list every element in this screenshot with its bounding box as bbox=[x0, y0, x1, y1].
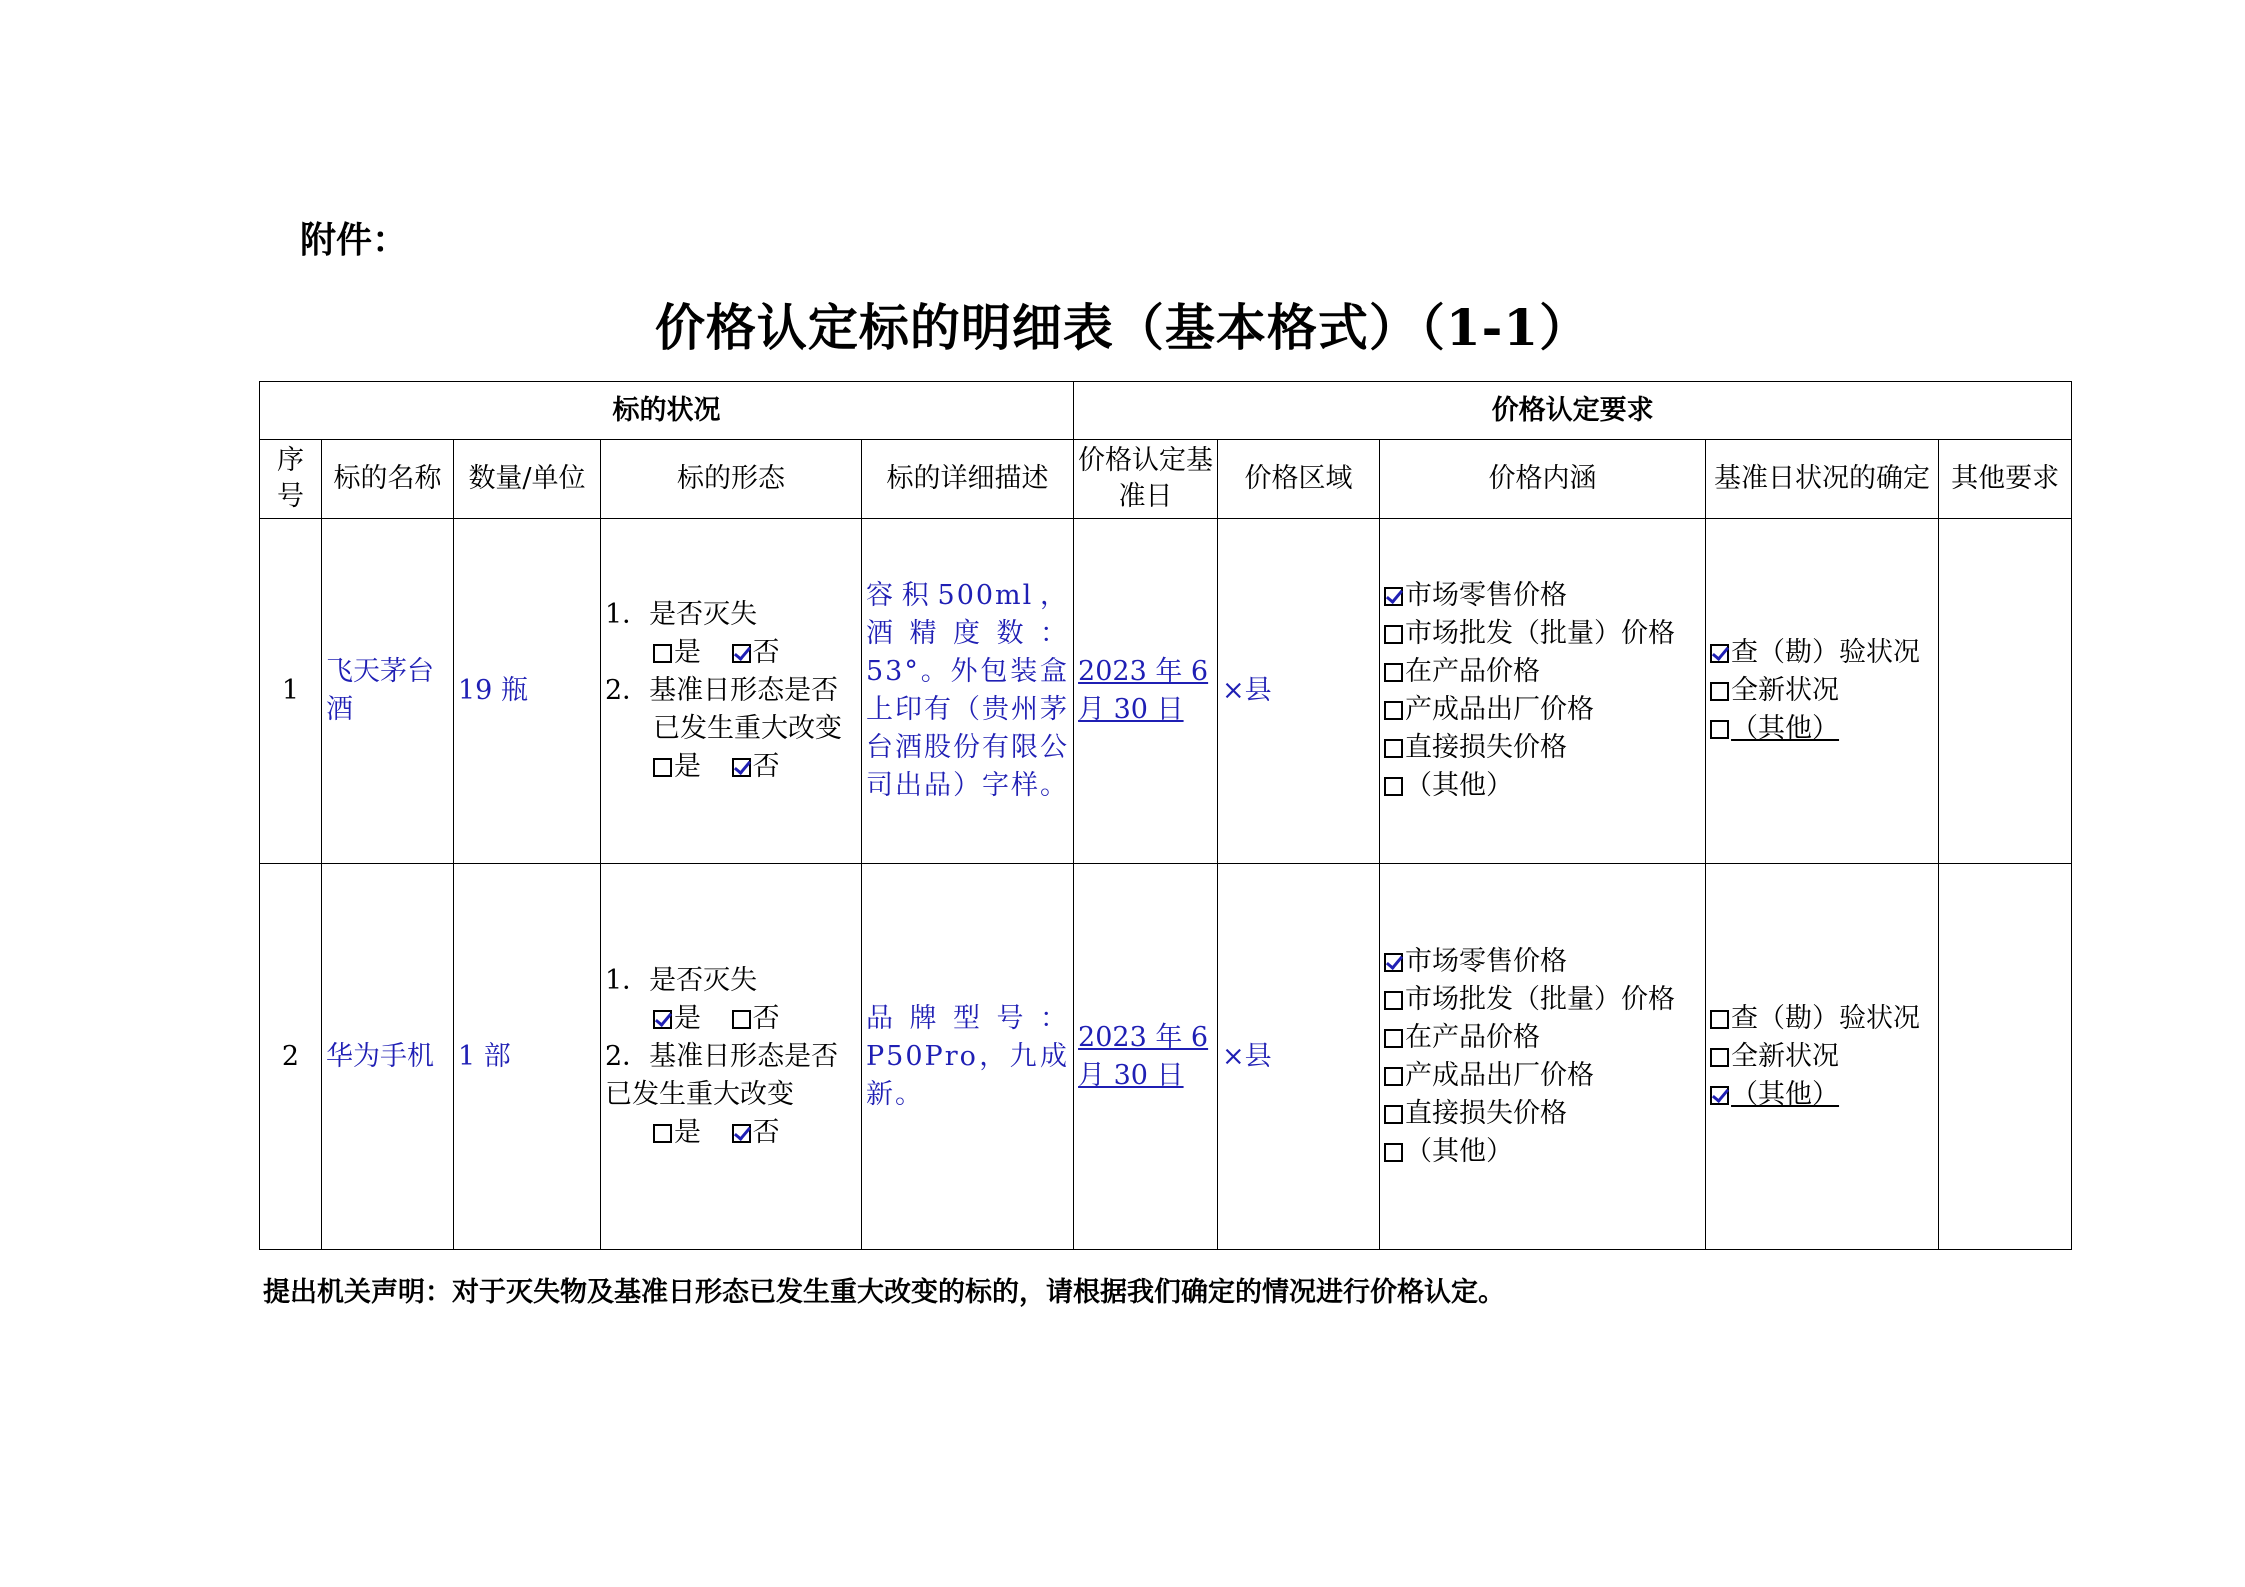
cell-other[interactable] bbox=[1939, 519, 2072, 864]
checkbox-wholesale[interactable] bbox=[1384, 991, 1403, 1010]
option-label: 查（勘）验状况 bbox=[1731, 1002, 1921, 1034]
form-q1: 1．是否灭失 bbox=[605, 599, 758, 630]
checkbox-other-connotation[interactable] bbox=[1384, 777, 1403, 796]
option-label: 市场零售价格 bbox=[1405, 580, 1568, 611]
col-header-form: 标的形态 bbox=[601, 440, 862, 519]
option-label: 产成品出厂价格 bbox=[1405, 694, 1595, 725]
col-header-base-date: 价格认定基准日 bbox=[1074, 440, 1218, 519]
cell-base-date[interactable]: 2023 年 6 月 30 日 bbox=[1074, 864, 1218, 1250]
cell-qty[interactable]: 1 部 bbox=[454, 864, 601, 1250]
cell-other[interactable] bbox=[1939, 864, 2072, 1250]
checkbox-retail[interactable] bbox=[1384, 587, 1403, 606]
col-header-detail: 标的详细描述 bbox=[862, 440, 1074, 519]
option-label: 否 bbox=[752, 1116, 780, 1148]
cell-region[interactable]: ×县 bbox=[1218, 519, 1380, 864]
checkbox-q2-no[interactable] bbox=[732, 758, 751, 777]
checkbox-q2-no[interactable] bbox=[732, 1124, 751, 1143]
cell-base-status bbox=[1706, 864, 1939, 1250]
cell-qty[interactable]: 19 瓶 bbox=[454, 519, 601, 864]
cell-connotation bbox=[1380, 864, 1706, 1250]
checkbox-wholesale[interactable] bbox=[1384, 625, 1403, 644]
option-label: 查（勘）验状况 bbox=[1731, 637, 1921, 668]
attachment-label: 附件： bbox=[300, 220, 409, 261]
option-label: 市场批发（批量）价格 bbox=[1405, 983, 1676, 1015]
cell-detail[interactable]: 品牌型号：P50Pro，九成新。 bbox=[862, 864, 1074, 1250]
cell-detail[interactable]: 容积500ml，酒精度数：53°。外包装盒上印有（贵州茅台酒股份有限公司出品）字样。 bbox=[862, 519, 1074, 864]
checkbox-other-status[interactable] bbox=[1710, 720, 1729, 739]
option-label: （其他） bbox=[1731, 713, 1840, 744]
footer-declaration: 提出机关声明：对于灭失物及基准日形态已发生重大改变的标的，请根据我们确定的情况进行价格认定。 bbox=[263, 1277, 1505, 1308]
option-label: 否 bbox=[752, 1002, 780, 1034]
checkbox-direct-loss[interactable] bbox=[1384, 739, 1403, 758]
col-header-other: 其他要求 bbox=[1939, 440, 2072, 519]
col-header-region: 价格区域 bbox=[1218, 440, 1380, 519]
col-header-qty: 数量/单位 bbox=[454, 440, 601, 519]
option-label: 是 bbox=[674, 637, 701, 668]
table-row bbox=[260, 864, 2072, 1250]
cell-base-date[interactable]: 2023 年 6 月 30 日 bbox=[1074, 519, 1218, 864]
form-q2-line1: 2．基准日形态是否 bbox=[605, 1040, 839, 1072]
checkbox-in-production[interactable] bbox=[1384, 663, 1403, 682]
option-label: 全新状况 bbox=[1731, 675, 1840, 706]
checkbox-direct-loss[interactable] bbox=[1384, 1105, 1403, 1124]
option-label: 否 bbox=[752, 637, 780, 668]
pricing-detail-table bbox=[259, 381, 2072, 1250]
checkbox-q2-yes[interactable] bbox=[653, 1124, 672, 1143]
checkbox-other-connotation[interactable] bbox=[1384, 1143, 1403, 1162]
cell-name[interactable]: 飞天茅台酒 bbox=[322, 519, 454, 864]
option-label: 是 bbox=[674, 751, 701, 782]
col-header-name: 标的名称 bbox=[322, 440, 454, 519]
cell-name[interactable]: 华为手机 bbox=[322, 864, 454, 1250]
checkbox-inspection[interactable] bbox=[1710, 644, 1729, 663]
cell-seq: 1 bbox=[260, 519, 322, 864]
option-label: 在产品价格 bbox=[1405, 656, 1541, 687]
cell-connotation bbox=[1380, 519, 1706, 864]
option-label: 否 bbox=[752, 751, 780, 782]
col-header-base-status: 基准日状况的确定 bbox=[1706, 440, 1939, 519]
document-title: 价格认定标的明细表（基本格式）（1-1） bbox=[654, 298, 1591, 357]
table-row bbox=[260, 519, 2072, 864]
checkbox-q1-yes[interactable] bbox=[653, 1010, 672, 1029]
option-label: 市场批发（批量）价格 bbox=[1405, 618, 1676, 649]
checkbox-q2-yes[interactable] bbox=[653, 758, 672, 777]
option-label: 直接损失价格 bbox=[1405, 732, 1568, 763]
option-label: 在产品价格 bbox=[1405, 1021, 1541, 1053]
checkbox-q1-no[interactable] bbox=[732, 644, 751, 663]
cell-form bbox=[601, 519, 862, 864]
section-header-subject-status: 标的状况 bbox=[260, 382, 1074, 440]
checkbox-q1-yes[interactable] bbox=[653, 644, 672, 663]
cell-seq: 2 bbox=[260, 864, 322, 1250]
checkbox-q1-no[interactable] bbox=[732, 1010, 751, 1029]
form-q2-line2: 已发生重大改变 bbox=[653, 713, 842, 744]
section-header-requirements: 价格认定要求 bbox=[1074, 382, 2072, 440]
cell-base-status bbox=[1706, 519, 1939, 864]
checkbox-brand-new[interactable] bbox=[1710, 1048, 1729, 1067]
checkbox-other-status[interactable] bbox=[1710, 1086, 1729, 1105]
cell-form bbox=[601, 864, 862, 1250]
form-q2-line2: 已发生重大改变 bbox=[605, 1078, 794, 1110]
checkbox-ex-factory[interactable] bbox=[1384, 701, 1403, 720]
option-label: （其他） bbox=[1405, 770, 1514, 801]
option-label: （其他） bbox=[1731, 1078, 1840, 1110]
checkbox-inspection[interactable] bbox=[1710, 1010, 1729, 1029]
option-label: 是 bbox=[674, 1116, 701, 1148]
col-header-seq: 序号 bbox=[260, 440, 322, 519]
option-label: 产成品出厂价格 bbox=[1405, 1059, 1595, 1091]
option-label: 直接损失价格 bbox=[1405, 1097, 1568, 1129]
form-q2-line1: 2．基准日形态是否 bbox=[605, 675, 839, 706]
option-label: （其他） bbox=[1405, 1135, 1514, 1167]
checkbox-in-production[interactable] bbox=[1384, 1029, 1403, 1048]
checkbox-ex-factory[interactable] bbox=[1384, 1067, 1403, 1086]
option-label: 是 bbox=[674, 1002, 701, 1034]
checkbox-brand-new[interactable] bbox=[1710, 682, 1729, 701]
col-header-connotation: 价格内涵 bbox=[1380, 440, 1706, 519]
option-label: 市场零售价格 bbox=[1405, 945, 1568, 977]
cell-region[interactable]: ×县 bbox=[1218, 864, 1380, 1250]
form-q1: 1．是否灭失 bbox=[605, 964, 758, 996]
checkbox-retail[interactable] bbox=[1384, 953, 1403, 972]
option-label: 全新状况 bbox=[1731, 1040, 1840, 1072]
